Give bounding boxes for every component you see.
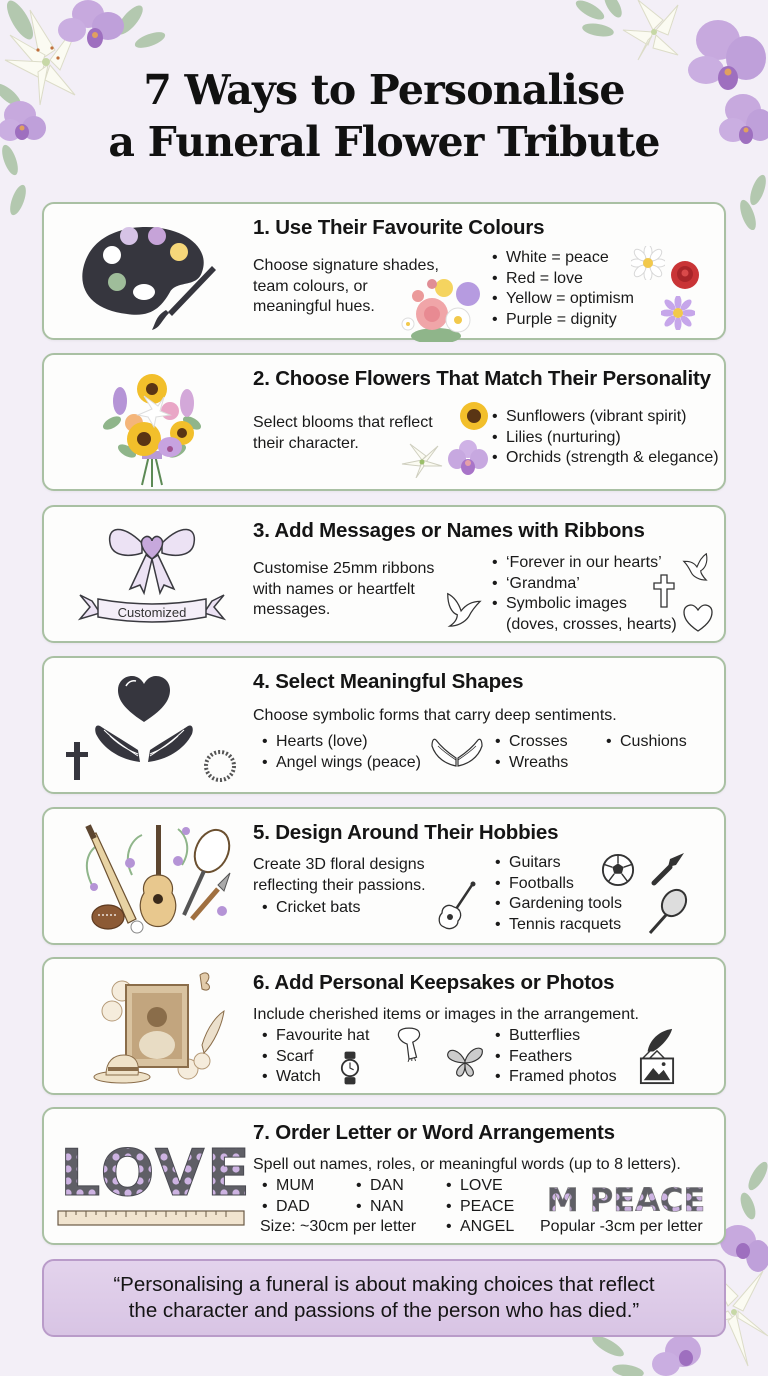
dove-icon — [680, 549, 712, 583]
dove-icon — [442, 587, 484, 631]
heart-icon — [118, 676, 170, 722]
sunflower-icon — [459, 401, 489, 431]
heart-outline-icon — [682, 603, 714, 633]
ruler-icon — [58, 1211, 244, 1225]
purple-aster-icon — [661, 296, 695, 330]
wreath-icon — [206, 752, 234, 780]
section-description: Choose signature shades, team colours, or meaningful hues. — [253, 257, 439, 315]
list-item: • Symbolic images — [492, 594, 677, 615]
list-item: • Sunflowers (vibrant spirit) — [492, 407, 719, 428]
list-item: • Scarf — [262, 1047, 369, 1068]
section-description: Create 3D floral designs reflecting their passions. — [253, 856, 426, 894]
section-description: Customise 25mm ribbons with names or heartfelt messages. — [253, 560, 435, 618]
word-list-col3 — [446, 1176, 514, 1238]
section-title: 5. Design Around Their Hobbies — [253, 821, 559, 844]
list-item: • Favourite hat — [262, 1026, 369, 1047]
floral-word-right: M PEACE — [546, 1181, 706, 1219]
shapes-list-col2 — [495, 732, 568, 773]
list-item: • DAD — [262, 1197, 314, 1218]
section-title: 2. Choose Flowers That Match Their Personality — [253, 367, 711, 390]
angel-wings-icon — [95, 725, 140, 762]
red-rose-icon — [668, 258, 702, 292]
list-item: • DAN — [356, 1176, 404, 1197]
list-item: • Watch — [262, 1067, 369, 1088]
list-item: • PEACE — [446, 1197, 514, 1218]
list-item: • Gardening tools — [495, 894, 622, 915]
list-item: • Framed photos — [495, 1067, 617, 1088]
list-item: • ‘Forever in our hearts’ — [492, 553, 677, 574]
section-description: Select blooms that reflect their character. — [253, 414, 433, 452]
love-letters-icon — [50, 1115, 262, 1241]
page-title: 7 Ways to Personalise a Funeral Flower Tribute — [108, 66, 660, 166]
guitar-icon — [434, 881, 478, 931]
list-item: (doves, crosses, hearts) — [506, 615, 677, 633]
list-item: • Footballs — [495, 874, 622, 895]
size-note: Size: ~30cm per letter — [260, 1218, 417, 1235]
hobbies-list-col1 — [262, 898, 360, 919]
list-item: • ‘Grandma’ — [492, 574, 677, 595]
angel-wings-outline-icon — [430, 734, 484, 770]
floral-word-left: LOVE — [59, 1137, 253, 1211]
keepsakes-list-col2 — [495, 1026, 617, 1088]
list-item: • NAN — [356, 1197, 404, 1218]
section-card-colours — [42, 202, 726, 340]
list-item: • Guitars — [495, 853, 622, 874]
list-item: • Wreaths — [495, 753, 568, 774]
orchid-icon — [448, 439, 488, 479]
list-item: • LOVE — [446, 1176, 514, 1197]
section-title: 4. Select Meaningful Shapes — [253, 670, 524, 693]
daisy-icon — [631, 246, 665, 280]
list-item: • Tennis racquets — [495, 915, 622, 936]
section-card-letters — [42, 1107, 726, 1245]
list-item: • ANGEL — [446, 1217, 514, 1238]
section-card-hobbies — [42, 807, 726, 945]
palette-icon — [52, 210, 248, 336]
list-item: • Red = love — [492, 269, 634, 290]
section-description: Include cherished items or images in the arrangement. — [253, 1006, 639, 1023]
watch-icon — [340, 1051, 360, 1085]
list-item: • MUM — [262, 1176, 314, 1197]
section-title: 7. Order Letter or Word Arrangements — [253, 1121, 615, 1144]
bouquet-icon — [52, 361, 248, 487]
butterfly-icon — [446, 1043, 484, 1079]
shapes-list-col1 — [262, 732, 421, 773]
cross-icon — [652, 573, 676, 609]
word-list-col2 — [356, 1176, 404, 1217]
section-title: 6. Add Personal Keepsakes or Photos — [253, 971, 615, 994]
colour-meaning-list — [492, 248, 634, 330]
shapes-list-col3 — [606, 732, 687, 753]
scarf-icon — [394, 1027, 424, 1063]
trowel-icon — [648, 849, 688, 889]
ribbon-label: Customized — [117, 605, 187, 620]
section-card-shapes — [42, 656, 726, 794]
section-card-keepsakes — [42, 957, 726, 1095]
ribbon-bow-icon — [52, 513, 248, 639]
football-icon — [601, 853, 635, 887]
word-list-col1 — [262, 1176, 314, 1217]
section-description: Choose symbolic forms that carry deep sentiments. — [253, 707, 617, 724]
cross-icon — [66, 742, 88, 780]
list-item: • Feathers — [495, 1047, 617, 1068]
section-description: Spell out names, roles, or meaningful words (up to 8 letters). — [253, 1156, 681, 1173]
list-item: • Cricket bats — [262, 898, 360, 919]
section-title: 3. Add Messages or Names with Ribbons — [253, 519, 645, 542]
framed-photo-icon — [638, 1049, 676, 1085]
list-item: • White = peace — [492, 248, 634, 269]
section-card-personality — [42, 353, 726, 491]
peace-letters-icon — [538, 1179, 714, 1219]
ribbon-message-list — [492, 553, 677, 635]
rose-bouquet-icon — [396, 276, 486, 342]
section-card-ribbons — [42, 505, 726, 643]
list-item: • Crosses — [495, 732, 568, 753]
closing-quote: “Personalising a funeral is about making choices that reflect the character and passions of the person who has died.” — [42, 1259, 726, 1337]
list-item: • Butterflies — [495, 1026, 617, 1047]
hobbies-illustration-icon — [52, 815, 248, 941]
list-item: • Angel wings (peace) — [262, 753, 421, 774]
section-title: 1. Use Their Favourite Colours — [253, 216, 545, 239]
list-item: • Yellow = optimism — [492, 289, 634, 310]
list-item: • Hearts (love) — [262, 732, 421, 753]
list-item: • Orchids (strength & elegance) — [492, 448, 719, 469]
list-item: • Cushions — [606, 732, 687, 753]
tennis-racquet-icon — [646, 887, 690, 935]
popular-note: Popular -3cm per letter — [540, 1218, 703, 1235]
shapes-illustration-icon — [52, 664, 248, 790]
vintage-photo-icon — [52, 965, 248, 1091]
list-item: • Lilies (nurturing) — [492, 428, 719, 449]
lily-icon — [400, 442, 444, 478]
list-item: • Purple = dignity — [492, 310, 634, 331]
flower-meaning-list — [492, 407, 719, 469]
